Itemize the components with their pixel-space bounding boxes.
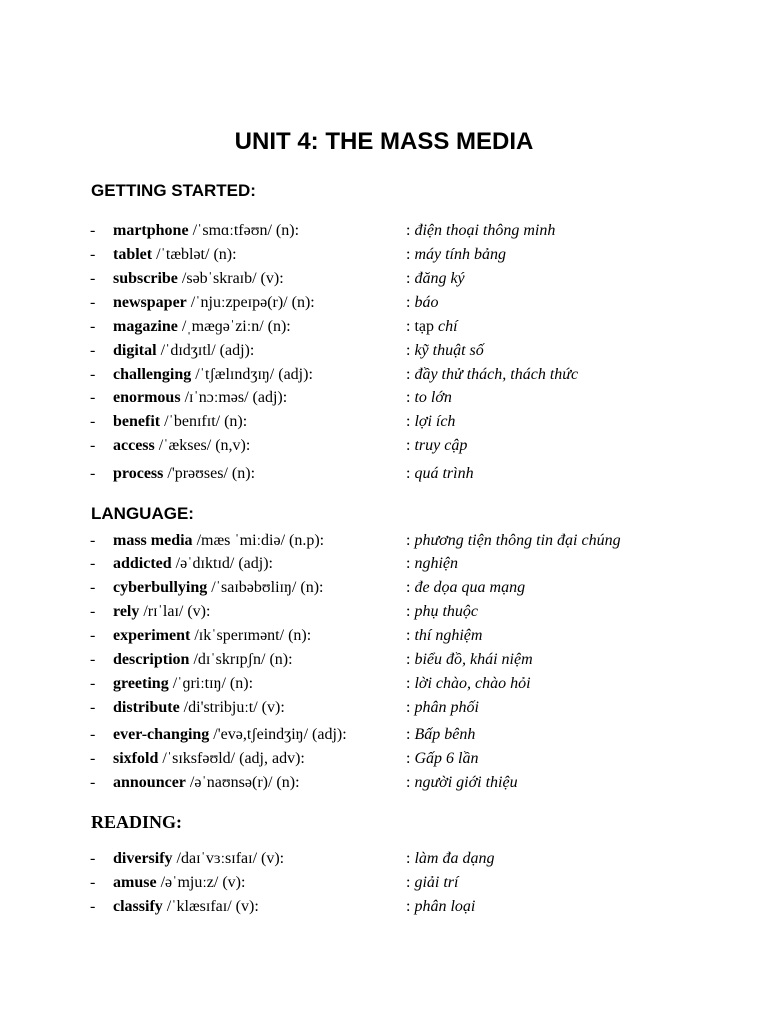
bullet-dash: -: [90, 898, 96, 915]
vocab-word: description: [113, 651, 190, 668]
vocab-meaning: đầy thử thách, thách thức: [410, 366, 579, 383]
vocab-meaning: to lớn: [410, 389, 452, 406]
bullet-dash: -: [90, 850, 96, 867]
vocab-pronunciation: /ɪˈnɔːməs/ (adj):: [180, 389, 288, 406]
meaning-colon: :: [406, 699, 411, 716]
vocab-pronunciation: /mæs ˈmiːdiə/ (n.p):: [192, 532, 325, 549]
bullet-dash: -: [90, 750, 96, 767]
vocab-word: sixfold: [113, 750, 159, 767]
vocab-meaning: giải trí: [410, 874, 459, 891]
vocab-pronunciation: /ˈnjuːzpeɪpə(r)/ (n):: [186, 294, 315, 311]
bullet-dash: -: [90, 413, 96, 430]
vocab-word: enormous: [113, 389, 181, 406]
vocab-row: [0, 553, 768, 575]
vocab-pronunciation: /ˈsɪksfəʊld/ (adj, adv):: [158, 750, 305, 767]
meaning-colon: :: [406, 603, 411, 620]
bullet-dash: -: [90, 532, 96, 549]
vocab-row: [0, 435, 768, 457]
vocab-word: greeting: [113, 675, 169, 692]
bullet-dash: -: [90, 389, 96, 406]
bullet-dash: -: [90, 603, 96, 620]
vocab-word: rely: [113, 603, 140, 620]
vocab-meaning: lợi ích: [410, 413, 456, 430]
meaning-colon: :: [406, 898, 411, 915]
vocab-meaning: phương tiện thông tin đại chúng: [410, 532, 621, 549]
vocab-pronunciation: /ˈtæblət/ (n):: [152, 246, 237, 263]
meaning-colon: :: [406, 294, 411, 311]
vocab-pronunciation: /'evə,tʃeindʒiŋ/ (adj):: [209, 726, 347, 743]
section-heading-getting-started: GETTING STARTED:: [91, 181, 256, 200]
vocab-row: [0, 772, 768, 794]
vocab-row: [0, 411, 768, 433]
vocab-word: diversify: [113, 850, 173, 867]
bullet-dash: -: [90, 874, 96, 891]
vocab-word: ever-changing: [113, 726, 210, 743]
vocab-pronunciation: /'prəʊses/ (n):: [163, 465, 256, 482]
vocab-meaning: biểu đồ, khái niệm: [410, 651, 533, 668]
vocab-row: [0, 896, 768, 918]
vocab-meaning: phân phối: [410, 699, 479, 716]
vocab-pronunciation: /ˈɡriːtɪŋ/ (n):: [168, 675, 254, 692]
vocab-meaning: truy cập: [410, 437, 468, 454]
vocab-row: [0, 268, 768, 290]
page-title: UNIT 4: THE MASS MEDIA: [234, 128, 534, 155]
meaning-colon: :: [406, 270, 411, 287]
vocab-pronunciation: /ˈbenɪfɪt/ (n):: [160, 413, 248, 430]
vocab-pronunciation: /əˈdɪktɪd/ (adj):: [171, 555, 273, 572]
meaning-colon: :: [406, 222, 411, 239]
vocab-row: [0, 292, 768, 314]
vocab-meaning: làm đa dạng: [410, 850, 495, 867]
vocab-row: [0, 673, 768, 695]
vocab-row: [0, 601, 768, 623]
vocab-word: benefit: [113, 413, 161, 430]
vocab-pronunciation: /ɪkˈsperɪmənt/ (n):: [190, 627, 312, 644]
vocab-word: subscribe: [113, 270, 178, 287]
vocab-meaning: lời chào, chào hỏi: [410, 675, 531, 692]
bullet-dash: -: [90, 774, 96, 791]
vocab-row: [0, 649, 768, 671]
bullet-dash: -: [90, 726, 96, 743]
vocab-meaning: đe dọa qua mạng: [410, 579, 526, 596]
bullet-dash: -: [90, 651, 96, 668]
meaning-colon: :: [406, 342, 411, 359]
vocab-meaning: Bấp bênh: [410, 726, 476, 743]
vocab-row: [0, 340, 768, 362]
vocab-meaning: người giới thiệu: [410, 774, 518, 791]
vocab-meaning: phân loại: [410, 898, 476, 915]
vocab-row: [0, 848, 768, 870]
bullet-dash: -: [90, 342, 96, 359]
vocab-word: announcer: [113, 774, 186, 791]
vocab-pronunciation: /ˈdɪdʒɪtl/ (adj):: [156, 342, 255, 359]
meaning-colon: :: [406, 413, 411, 430]
bullet-dash: -: [90, 555, 96, 572]
vocab-pronunciation: /ˈsaɪbəbʊliɪŋ/ (n):: [207, 579, 324, 596]
vocab-pronunciation: /ˌmæɡəˈziːn/ (n):: [177, 318, 291, 335]
vocab-meaning: kỹ thuật số: [410, 342, 484, 359]
meaning-colon: :: [406, 555, 411, 572]
meaning-colon: :: [406, 774, 411, 791]
vocab-row: [0, 364, 768, 386]
vocab-meaning: điện thoại thông minh: [410, 222, 556, 239]
meaning-colon: :: [406, 627, 411, 644]
vocab-pronunciation: /səbˈskraɪb/ (v):: [177, 270, 284, 287]
meaning-colon: :: [406, 246, 411, 263]
bullet-dash: -: [90, 246, 96, 263]
vocab-word: challenging: [113, 366, 192, 383]
vocab-word: cyberbullying: [113, 579, 208, 596]
vocab-meaning: máy tính bảng: [410, 246, 506, 263]
bullet-dash: -: [90, 579, 96, 596]
vocab-pronunciation: /dɪˈskrɪpʃn/ (n):: [189, 651, 293, 668]
vocab-word: process: [113, 465, 164, 482]
vocab-word: classify: [113, 898, 163, 915]
bullet-dash: -: [90, 627, 96, 644]
vocab-word: distribute: [113, 699, 180, 716]
vocab-meaning: báo: [410, 294, 439, 311]
meaning-colon: :: [406, 850, 411, 867]
bullet-dash: -: [90, 270, 96, 287]
vocab-word: magazine: [113, 318, 178, 335]
section-heading-reading: READING:: [91, 812, 183, 832]
vocab-meaning: phụ thuộc: [410, 603, 478, 620]
meaning-colon: : tạp: [406, 318, 434, 335]
vocab-row: [0, 220, 768, 242]
bullet-dash: -: [90, 294, 96, 311]
bullet-dash: -: [90, 437, 96, 454]
vocab-word: amuse: [113, 874, 157, 891]
meaning-colon: :: [406, 874, 411, 891]
bullet-dash: -: [90, 675, 96, 692]
vocab-row: [0, 530, 768, 552]
vocab-meaning: Gấp 6 lần: [410, 750, 479, 767]
vocab-word: tablet: [113, 246, 153, 263]
meaning-colon: :: [406, 579, 411, 596]
vocab-pronunciation: /ˈsmɑːtfəʊn/ (n):: [188, 222, 300, 239]
vocab-row: [0, 697, 768, 719]
vocab-word: martphone: [113, 222, 189, 239]
bullet-dash: -: [90, 465, 96, 482]
vocab-pronunciation: /ˈklæsɪfaɪ/ (v):: [162, 898, 259, 915]
vocab-row: [0, 387, 768, 409]
vocab-meaning: nghiện: [410, 555, 458, 572]
bullet-dash: -: [90, 222, 96, 239]
vocab-row: [0, 748, 768, 770]
vocab-word: newspaper: [113, 294, 187, 311]
vocab-word: mass media: [113, 532, 193, 549]
meaning-colon: :: [406, 366, 411, 383]
vocab-row: [0, 577, 768, 599]
vocab-meaning: thí nghiệm: [410, 627, 483, 644]
meaning-colon: :: [406, 750, 411, 767]
section-heading-language: LANGUAGE:: [91, 504, 194, 523]
vocab-pronunciation: /di'stribjuːt/ (v):: [179, 699, 285, 716]
vocab-row: [0, 625, 768, 647]
vocab-row: [0, 244, 768, 266]
vocab-word: addicted: [113, 555, 172, 572]
meaning-colon: :: [406, 389, 411, 406]
vocab-word: digital: [113, 342, 157, 359]
vocab-row: [0, 463, 768, 485]
vocab-word: access: [113, 437, 155, 454]
vocab-meaning: đăng ký: [410, 270, 465, 287]
meaning-colon: :: [406, 675, 411, 692]
meaning-colon: :: [406, 465, 411, 482]
vocab-pronunciation: /əˈmjuːz/ (v):: [156, 874, 246, 891]
meaning-colon: :: [406, 437, 411, 454]
meaning-colon: :: [406, 726, 411, 743]
vocab-meaning: chí: [434, 318, 458, 335]
bullet-dash: -: [90, 699, 96, 716]
meaning-colon: :: [406, 651, 411, 668]
vocab-meaning: quá trình: [410, 465, 474, 482]
vocab-pronunciation: /ˈækses/ (n,v):: [154, 437, 251, 454]
vocab-row: [0, 872, 768, 894]
vocab-row: [0, 316, 768, 338]
vocab-pronunciation: /ˈtʃælɪndʒɪŋ/ (adj):: [191, 366, 313, 383]
meaning-colon: :: [406, 532, 411, 549]
vocab-row: [0, 724, 768, 746]
vocab-pronunciation: /rɪˈlaɪ/ (v):: [139, 603, 211, 620]
bullet-dash: -: [90, 366, 96, 383]
vocab-word: experiment: [113, 627, 191, 644]
vocab-pronunciation: /əˈnaʊnsə(r)/ (n):: [185, 774, 300, 791]
bullet-dash: -: [90, 318, 96, 335]
vocab-pronunciation: /daɪˈvɜːsɪfaɪ/ (v):: [172, 850, 285, 867]
